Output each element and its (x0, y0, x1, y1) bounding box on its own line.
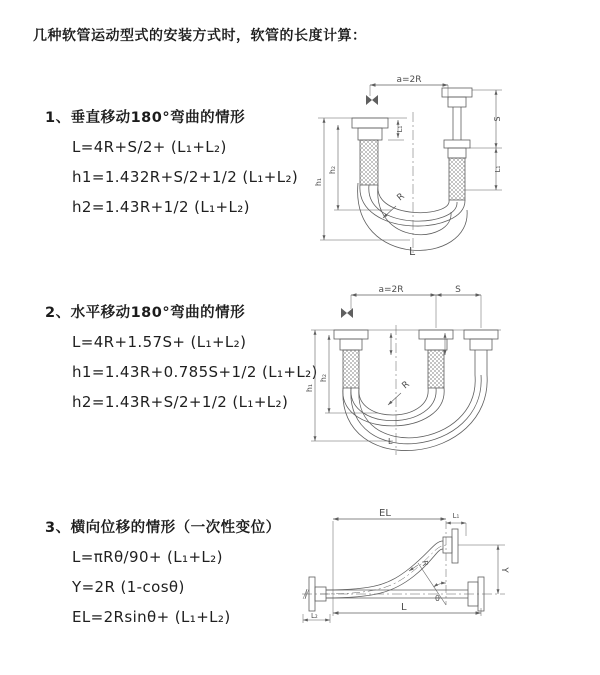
length-label: L (409, 245, 416, 258)
diagram-2-linework (311, 295, 501, 455)
dim-h1-label: h₁ (314, 177, 323, 187)
formula-line: h2=1.43R+S/2+1/2 (L₁+L₂) (72, 393, 289, 411)
valve-icon (366, 95, 378, 105)
diagram-vertical-180-bend (312, 70, 597, 260)
dim-l1-label: L₁ (452, 512, 460, 520)
formula-line: Y=2R (1-cosθ) (72, 578, 185, 596)
dim-l2-label: L₂ (311, 612, 318, 620)
formula-line: L=4R+1.57S+ (L₁+L₂) (72, 333, 247, 351)
dim-a2r-label: a=2R (396, 75, 422, 85)
formula-line: h1=1.432R+S/2+1/2 (L₁+L₂) (72, 168, 299, 186)
formula-line: EL=2Rsinθ+ (L₁+L₂) (72, 608, 231, 626)
formula-line: h2=1.43R+1/2 (L₁+L₂) (72, 198, 250, 216)
dim-el-label: EL (379, 508, 391, 519)
braided-hose-section (343, 350, 359, 388)
radius-label: R (420, 559, 430, 567)
diagram-1-linework (318, 85, 502, 253)
formula-line: h1=1.43R+0.785S+1/2 (L₁+L₂) (72, 363, 318, 381)
section-1-heading: 1、垂直移动180°弯曲的情形 (45, 110, 246, 126)
dim-y-label: Y (499, 567, 509, 573)
dim-h1-label: h₁ (305, 383, 314, 393)
radius-label: R (400, 379, 412, 392)
formula-line: L=4R+S/2+ (L₁+L₂) (72, 138, 227, 156)
section-2-heading: 2、水平移动180°弯曲的情形 (45, 305, 246, 321)
length-label: L (388, 437, 393, 446)
dim-h2-label: h₂ (319, 373, 328, 383)
section-3-heading: 3、横向位移的情形（一次性变位） (45, 520, 281, 536)
hose-s-curve (320, 541, 447, 598)
dim-s-label: S (493, 116, 502, 122)
length-label: L (401, 602, 407, 613)
radius-label: R (395, 191, 407, 204)
page-title: 几种软管运动型式的安装方式时，软管的长度计算： (33, 28, 367, 44)
formula-line: L=πRθ/90+ (L₁+L₂) (72, 548, 223, 566)
dim-l1-left-label: L₁ (396, 125, 404, 133)
braided-hose-section (360, 140, 378, 185)
dim-h2-label: h₂ (328, 165, 337, 175)
diagram-horizontal-180-bend (303, 283, 595, 465)
angle-theta-label: θ (435, 594, 440, 603)
braided-hose-section (428, 350, 444, 388)
dim-l1-right-label: L₁ (494, 165, 502, 173)
valve-icon (341, 308, 353, 318)
dim-a2r-label: a=2R (378, 285, 404, 295)
dim-s-label: S (455, 285, 461, 295)
braided-hose-section (449, 158, 465, 200)
diagram-lateral-displacement (300, 508, 598, 640)
